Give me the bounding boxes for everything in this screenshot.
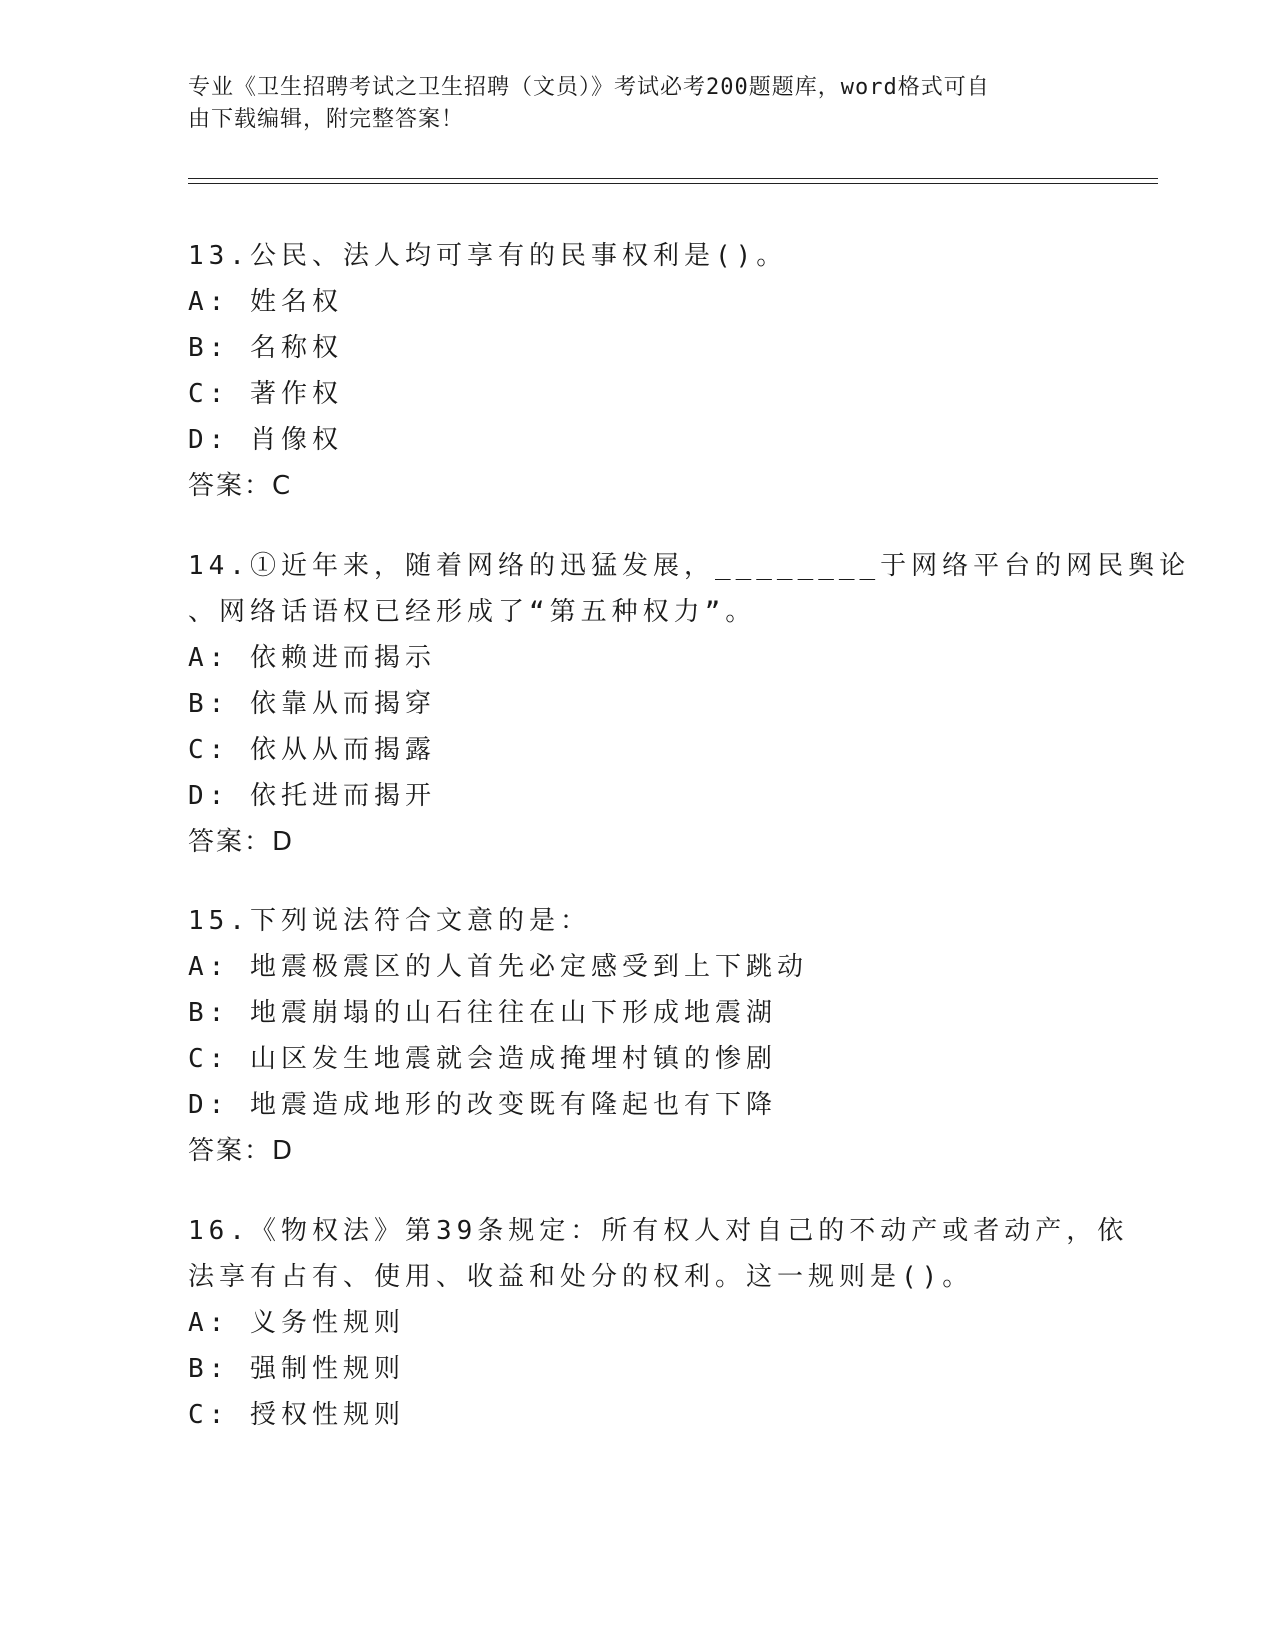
question-16 xyxy=(188,1208,1129,1438)
option-a: A: 依赖进而揭示 xyxy=(188,643,436,673)
header-line-1: 专业《卫生招聘考试之卫生招聘（文员）》考试必考200题题库，word格式可自 xyxy=(188,75,990,100)
option-b: B: 名称权 xyxy=(188,333,343,363)
option-c: C: 著作权 xyxy=(188,379,343,409)
option-a: A: 姓名权 xyxy=(188,287,343,317)
option-d: D: 地震造成地形的改变既有隆起也有下降 xyxy=(188,1090,777,1120)
header-divider-bottom xyxy=(188,183,1158,184)
question-14 xyxy=(188,543,1191,865)
question-stem-line-1: 16.《物权法》第39条规定：所有权人对自己的不动产或者动产，依 xyxy=(188,1216,1129,1246)
option-a: A: 地震极震区的人首先必定感受到上下跳动 xyxy=(188,952,808,982)
answer: 答案：D xyxy=(188,1136,295,1166)
question-15 xyxy=(188,898,1088,1174)
document-header xyxy=(188,72,1068,136)
question-13 xyxy=(188,233,1088,509)
question-stem: 15.下列说法符合文意的是： xyxy=(188,906,591,936)
option-c: C: 依从从而揭露 xyxy=(188,735,436,765)
header-line-2: 由下载编辑，附完整答案！ xyxy=(188,107,465,132)
question-stem-line-1: 14.①近年来，随着网络的迅猛发展，________于网络平台的网民舆论 xyxy=(188,551,1191,581)
question-stem-line-2: 法享有占有、使用、收益和处分的权利。这一规则是()。 xyxy=(188,1262,974,1292)
header-divider-top xyxy=(188,178,1158,179)
option-b: B: 地震崩塌的山石往往在山下形成地震湖 xyxy=(188,998,777,1028)
question-stem-line-2: 、网络话语权已经形成了“第五种权力”。 xyxy=(188,597,757,627)
question-stem: 13.公民、法人均可享有的民事权利是()。 xyxy=(188,241,788,271)
option-c: C: 授权性规则 xyxy=(188,1400,405,1430)
option-c: C: 山区发生地震就会造成掩埋村镇的惨剧 xyxy=(188,1044,777,1074)
option-b: B: 强制性规则 xyxy=(188,1354,405,1384)
option-b: B: 依靠从而揭穿 xyxy=(188,689,436,719)
answer: 答案：D xyxy=(188,827,295,857)
answer: 答案：C xyxy=(188,471,293,501)
option-a: A: 义务性规则 xyxy=(188,1308,405,1338)
option-d: D: 肖像权 xyxy=(188,425,343,455)
option-d: D: 依托进而揭开 xyxy=(188,781,436,811)
